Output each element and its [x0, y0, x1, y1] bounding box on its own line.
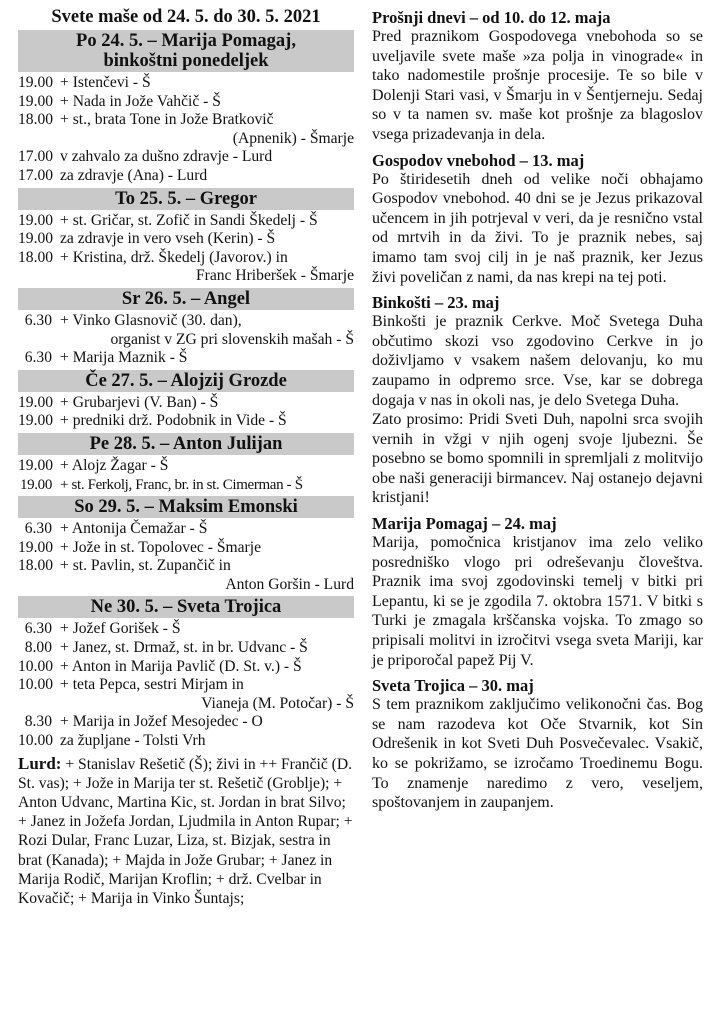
- mass-time: 10.00: [18, 676, 54, 694]
- mass-entry: [18, 457, 354, 476]
- mass-intention: + Kristina, drž. Škedelj (Javorov.) in: [60, 248, 288, 266]
- mass-intention: za zdravje (Ana) - Lurd: [60, 166, 208, 184]
- mass-entry: [18, 732, 354, 751]
- mass-time: 19.00: [18, 230, 54, 248]
- mass-intention: + Janez, st. Drmaž, st. in br. Udvanc - Š: [60, 639, 308, 657]
- mass-intention: + st., brata Tone in Jože Bratkovič: [60, 111, 274, 129]
- mass-time: 6.30: [24, 520, 52, 538]
- day-header: Sr 26. 5. – Angel: [18, 288, 354, 310]
- mass-intention: za župljane - Tolsti Vrh: [60, 732, 206, 750]
- mass-intention-continued: (Apnenik) - Šmarje: [232, 129, 354, 147]
- mass-time: 10.00: [18, 732, 54, 750]
- mass-intention: + Nada in Jože Vahčič - Š: [60, 92, 221, 110]
- section-paragraph: Po štiridesetih dneh od velike noči obhajamo Gospodov vnebohod. 40 dni se je Jezus prikazoval učencem in jih potrjeval v veri, da je resnično vstal od mrtvih in da živi. To je praznik nebes, saj imamo tam svoj cilj in je naš praznik, ker Jezus živi poveličan z nami, da nas krepi na tej poti.: [372, 170, 703, 286]
- articles-column: [372, 6, 703, 819]
- mass-time: 8.00: [24, 639, 52, 657]
- mass-time: 19.00: [18, 538, 54, 556]
- mass-entry: [18, 658, 354, 677]
- mass-entry: [18, 148, 354, 167]
- mass-entry: [18, 476, 354, 495]
- mass-intention: + Vinko Glasnovič (30. dan),: [60, 311, 242, 329]
- mass-intention: v zahvalo za dušno zdravje - Lurd: [60, 148, 273, 166]
- day-header: To 25. 5. – Gregor: [18, 188, 354, 210]
- mass-time: 6.30: [24, 349, 52, 367]
- mass-time: 19.00: [19, 476, 52, 493]
- section-paragraph: S tem praznikom zaključimo velikonočni čas. Bog se nam razodeva kot Oče Stvarnik, kot Sin Odrešenik in kot Sveti Duh Posvečevalec. Vsakič, ko se pokrižamo, se izročamo Troedinemu Bogu. To znamenje naredimo z vero, veseljem, spoštovanjem in zaupanjem.: [372, 696, 703, 812]
- mass-time: 19.00: [18, 74, 54, 91]
- mass-intention-continued: Vianeja (M. Potočar) - Š: [201, 694, 354, 712]
- mass-entry: [18, 557, 354, 594]
- mass-intention-continued: Franc Hriberšek - Šmarje: [195, 267, 354, 285]
- lurd-text: + Stanislav Rešetič (Š); živi in ++ Frančič (D. St. vas); + Jože in Marija ter st. Rešetič (Groblje); + Anton Udvanc, Martina Kic, st. Jordan in brat Silvo; + Janez in Jožefa Jordan, Ljudmila in Anton Rupar; + Rozi Dular, Franc Luzar, Liza, st. Bizjak, sestra in brat (Kanada); + Majda in Jože Grubar; + Janez in Marija Rodič, Marijan Kroflin; + drž. Cvelbar in Kovačič; + Marija in Vinko Šuntajs;: [18, 755, 353, 908]
- mass-time: 17.00: [18, 148, 54, 166]
- section-title: Binkošti – 23. maj: [372, 293, 500, 313]
- mass-entry: [18, 249, 354, 286]
- mass-time: 18.00: [18, 248, 54, 266]
- mass-time: 6.30: [24, 311, 52, 329]
- mass-entry: [18, 620, 354, 639]
- day-header-line: Po 24. 5. – Marija Pomagaj,: [76, 31, 296, 51]
- mass-time: 10.00: [18, 657, 54, 675]
- mass-time: 17.00: [18, 166, 54, 184]
- mass-intention: + Marija Maznik - Š: [60, 349, 188, 367]
- mass-entry: [18, 74, 354, 93]
- mass-intention: + Jožef Gorišek - Š: [60, 620, 181, 638]
- mass-entry: [18, 349, 354, 368]
- section-title: Sveta Trojica – 30. maj: [372, 676, 534, 696]
- mass-intention: + Istenčevi - Š: [60, 74, 151, 91]
- mass-schedule-column: [18, 6, 354, 908]
- section-paragraph: Pred praznikom Gospodovega vnebohoda so se uveljavile svete maše »za polja in vinograde« in tako nadomestile prošnje procesije. Te so bile v Dolenji Stari vasi, v Šmarju in v Šentjerneju. Sedaj so v ta namen sv. maše kot prošnje za blagoslov vsega prizadevanja in dela.: [372, 28, 703, 143]
- mass-intention-continued: organist v ZG pri slovenskih mašah - Š: [110, 330, 354, 348]
- lurd-intentions: [18, 754, 354, 909]
- mass-intention: + Anton in Marija Pavlič (D. St. v.) - Š: [60, 657, 302, 675]
- mass-time: 6.30: [24, 620, 52, 638]
- mass-time: 19.00: [18, 412, 54, 430]
- mass-entry: [18, 539, 354, 558]
- section-title: Marija Pomagaj – 24. maj: [372, 514, 557, 534]
- mass-entry: [18, 520, 354, 539]
- day-header-line: binkoštni ponedeljek: [103, 51, 269, 71]
- day-header: Ne 30. 5. – Sveta Trojica: [18, 596, 354, 618]
- mass-entry: [18, 394, 354, 413]
- mass-time: 19.00: [18, 92, 54, 110]
- section-paragraph: Binkošti je praznik Cerkve. Moč Svetega Duha občutimo skozi vso zgodovino Cerkve in jo doživljamo v vsakem našem delovanju, ko mu zaupamo in odpremo srce. Vse, kar se dobrega dogaja v nas in okoli nas, je delo Svetega Duha.: [372, 313, 703, 409]
- mass-intention: + Alojz Žagar - Š: [60, 456, 169, 474]
- mass-intention: + Jože in st. Topolovec - Šmarje: [60, 538, 261, 556]
- mass-intention: + Antonija Čemažar - Š: [60, 520, 208, 538]
- mass-entry: [18, 212, 354, 231]
- section-title: Prošnji dnevi – od 10. do 12. maja: [372, 8, 611, 27]
- day-header: Če 27. 5. – Alojzij Grozde: [18, 370, 354, 392]
- schedule-title: Svete maše od 24. 5. do 30. 5. 2021: [51, 7, 321, 27]
- lurd-label: Lurd:: [18, 753, 62, 773]
- section-title: Gospodov vnebohod – 13. maj: [372, 150, 585, 170]
- mass-intention: za zdravje in vero vseh (Kerin) - Š: [60, 230, 276, 248]
- mass-time: 8.30: [24, 713, 52, 731]
- mass-entry: [18, 111, 354, 148]
- mass-entry: [18, 93, 354, 112]
- mass-time: 19.00: [18, 393, 54, 411]
- section-paragraph: Marija, pomočnica kristjanov ima zelo veliko posredniško vlogo pri odreševanju človeštva. Praznik ima svoj zgodovinski temelj v bitki pri Lepantu, ki se je zgodila 7. oktobra 1571. V bitki s Turki je zmagala krščanska vojska. To zmago so pripisali molitvi in izročitvi vsega sveta Mariji, kar je priporočal papež Pij V.: [372, 534, 703, 669]
- mass-intention: + st. Gričar, st. Zofič in Sandi Škedelj - Š: [60, 211, 318, 229]
- mass-intention-continued: Anton Goršin - Lurd: [225, 575, 354, 593]
- mass-entry: [18, 412, 354, 431]
- mass-intention: + predniki drž. Podobnik in Vide - Š: [60, 412, 287, 430]
- mass-entry: [18, 230, 354, 249]
- mass-intention: + Grubarjevi (V. Ban) - Š: [60, 393, 219, 411]
- section-paragraph: Zato prosimo: Pridi Sveti Duh, napolni srca svojih vernih in vžgi v njih ogenj svoje ljubezni. Še posebno se bomo spomnili in spremljali z molitvijo obe naši generaciji birmancev. Naj ostanejo dejavni kristjani!: [372, 411, 703, 507]
- day-header: Pe 28. 5. – Anton Julijan: [18, 433, 354, 455]
- mass-intention: + teta Pepca, sestri Mirjam in: [60, 676, 244, 694]
- mass-entry: [18, 713, 354, 732]
- mass-entry: [18, 639, 354, 658]
- mass-time: 19.00: [18, 211, 54, 229]
- day-header: So 29. 5. – Maksim Emonski: [18, 496, 354, 518]
- mass-entry: [18, 676, 354, 713]
- day-header: [18, 30, 354, 72]
- mass-time: 18.00: [18, 557, 54, 575]
- mass-intention: + st. Pavlin, st. Zupančič in: [60, 557, 231, 575]
- mass-intention: + st. Ferkolj, Franc, br. in st. Cimerman - Š: [60, 476, 303, 493]
- mass-entry: [18, 312, 354, 349]
- mass-time: 19.00: [18, 456, 54, 474]
- mass-intention: + Marija in Jožef Mesojedec - O: [60, 713, 263, 731]
- mass-time: 18.00: [18, 111, 54, 129]
- mass-entry: [18, 167, 354, 186]
